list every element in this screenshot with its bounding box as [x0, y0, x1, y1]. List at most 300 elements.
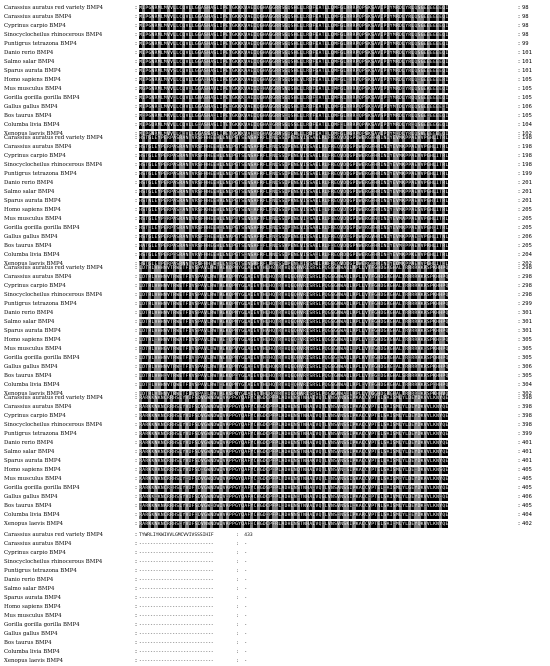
residue: P [321, 374, 325, 379]
residue: I [303, 253, 306, 258]
residue: V [191, 374, 195, 379]
residue: M [392, 96, 396, 101]
residue: E [296, 42, 300, 47]
residue: P [355, 123, 359, 128]
residue: S [204, 60, 207, 65]
position-number: 201 [522, 180, 532, 186]
residue: S [290, 51, 294, 56]
residue: M [392, 105, 396, 110]
residue: G [148, 154, 152, 159]
residue: H [204, 181, 207, 186]
residue: T [145, 244, 149, 249]
residue: C [179, 42, 183, 47]
residue: T [188, 226, 192, 231]
residue: C [361, 405, 365, 410]
residue: P [231, 396, 235, 401]
residue: S [250, 163, 254, 168]
residue: L [191, 15, 195, 20]
residue: E [392, 181, 396, 186]
residue: L [411, 15, 415, 20]
residue: T [145, 284, 149, 289]
residue: R [386, 275, 390, 280]
residue: P [170, 208, 173, 213]
residue: T [439, 154, 443, 159]
residue: Q [272, 311, 275, 316]
residue: L [244, 311, 248, 316]
residue: N [272, 190, 275, 195]
residue: P [170, 154, 173, 159]
residue: I [380, 217, 384, 222]
residue: L [411, 69, 415, 74]
residue: P [408, 172, 412, 177]
residue: S [241, 208, 245, 213]
residue: H [293, 33, 297, 38]
residue: Q [324, 293, 328, 298]
residue: T [188, 208, 192, 213]
residue: S [176, 208, 180, 213]
sequence-segment [139, 346, 448, 353]
residue: R [414, 275, 418, 280]
residue: Q [358, 51, 362, 56]
residue: L [324, 253, 328, 258]
residue: Q [256, 96, 260, 101]
residue: Q [272, 383, 275, 388]
residue: E [290, 145, 294, 150]
residue: L [139, 275, 142, 280]
residue: - [392, 208, 396, 213]
residue: E [426, 78, 430, 83]
residue: V [191, 329, 195, 334]
residue: V [377, 87, 381, 92]
residue: G [204, 396, 207, 401]
residue: R [306, 96, 309, 101]
residue: H [374, 190, 378, 195]
residue: M [399, 172, 402, 177]
residue: V [408, 329, 412, 334]
residue: Q [287, 60, 291, 65]
residue: Q [337, 181, 340, 186]
residue: Q [182, 33, 186, 38]
residue: I [445, 114, 449, 119]
residue: M [139, 60, 142, 65]
residue: I [306, 266, 309, 271]
residue: S [281, 78, 285, 83]
residue: I [142, 15, 146, 20]
residue: S [142, 217, 146, 222]
residue: G [327, 347, 331, 352]
residue: S [241, 136, 245, 141]
residue: R [179, 136, 183, 141]
residue: P [231, 226, 235, 231]
residue: T [439, 253, 443, 258]
residue: P [408, 154, 412, 159]
residue: G [204, 405, 207, 410]
residue: V [377, 33, 381, 38]
residue: P [405, 163, 408, 168]
residue: Q [287, 284, 291, 289]
residue: P [197, 347, 201, 352]
residue: W [358, 172, 362, 177]
residue: E [154, 190, 158, 195]
residue: L [318, 226, 322, 231]
residue: E [439, 33, 443, 38]
residue: T [182, 320, 186, 325]
residue: H [207, 172, 210, 177]
residue: S [281, 217, 285, 222]
residue: M [399, 181, 402, 186]
residue: S [290, 105, 294, 110]
species-name: Puntigrus tetrazona BMP4 [4, 41, 77, 47]
residue: G [337, 329, 340, 334]
residue: L [228, 226, 232, 231]
residue: R [278, 338, 282, 343]
residue: Q [330, 60, 334, 65]
species-name: Gorilla gorilla gorilla BMP4 [4, 95, 80, 101]
residue: L [188, 51, 192, 56]
residue: R [386, 311, 390, 316]
residue: R [210, 320, 214, 325]
residue: Q [442, 60, 446, 65]
residue: L [303, 69, 306, 74]
residue: A [201, 284, 204, 289]
residue: E [361, 163, 365, 168]
residue: E [439, 42, 443, 47]
residue: H [216, 244, 220, 249]
residue: V [185, 114, 189, 119]
residue: H [287, 396, 291, 401]
residue: H [377, 365, 381, 370]
residue: L [160, 33, 164, 38]
separator: : [134, 144, 138, 150]
residue: L [160, 6, 164, 11]
residue: G [374, 320, 378, 325]
residue: R [386, 302, 390, 307]
residue: Q [293, 320, 297, 325]
residue: T [216, 383, 220, 388]
residue: K [235, 96, 238, 101]
residue: H [296, 302, 300, 307]
residue: V [244, 51, 248, 56]
residue: H [284, 374, 288, 379]
residue: L [433, 172, 436, 177]
residue: G [194, 33, 198, 38]
residue: R [139, 396, 142, 401]
residue: H [392, 302, 396, 307]
residue: F [327, 244, 331, 249]
residue: S [309, 181, 313, 186]
residue: N [151, 96, 155, 101]
residue: F [185, 266, 189, 271]
residue: E [429, 51, 433, 56]
residue: E [179, 311, 183, 316]
residue: Q [324, 329, 328, 334]
residue: E [315, 24, 319, 29]
residue: S [278, 253, 282, 258]
residue: G [148, 145, 152, 150]
residue: W [358, 235, 362, 240]
residue: H [207, 208, 210, 213]
residue: G [383, 374, 387, 379]
residue: E [296, 6, 300, 11]
residue: V [191, 383, 195, 388]
residue: I [142, 6, 146, 11]
residue: S [204, 33, 207, 38]
residue: F [191, 396, 195, 401]
residue: S [296, 405, 300, 410]
residue: A [266, 6, 269, 11]
residue: V [191, 181, 195, 186]
residue: S [346, 396, 350, 401]
residue: R [408, 374, 412, 379]
residue: D [142, 347, 146, 352]
residue: P [145, 78, 149, 83]
residue: E [222, 284, 226, 289]
residue: F [185, 275, 189, 280]
residue: Q [445, 275, 449, 280]
residue: S [309, 266, 313, 271]
residue: E [423, 69, 427, 74]
residue: N [247, 181, 251, 186]
residue: V [368, 405, 371, 410]
residue: G [235, 163, 238, 168]
residue: T [228, 123, 232, 128]
residue: P [361, 105, 365, 110]
residue: L [275, 136, 279, 141]
residue: W [213, 311, 217, 316]
separator: : [517, 207, 521, 213]
residue: Q [287, 374, 291, 379]
sequence-segment [139, 292, 448, 299]
residue: I [445, 87, 449, 92]
residue: A [142, 414, 146, 419]
residue: D [188, 302, 192, 307]
residue: E [433, 105, 436, 110]
residue: G [284, 123, 288, 128]
residue: R [349, 123, 353, 128]
residue: L [399, 275, 402, 280]
residue: M [334, 15, 337, 20]
residue: H [269, 293, 272, 298]
residue: V [167, 105, 170, 110]
residue: V [300, 275, 303, 280]
residue: R [154, 51, 158, 56]
residue: W [213, 302, 217, 307]
position-number: 306 [522, 364, 532, 370]
residue: E [250, 87, 254, 92]
position-number: 198 [522, 162, 532, 168]
residue: T [188, 172, 192, 177]
residue: S [330, 293, 334, 298]
residue: N [383, 208, 387, 213]
residue: F [371, 383, 374, 388]
residue: P [442, 374, 446, 379]
residue: Q [414, 60, 418, 65]
residue: S [334, 396, 337, 401]
residue: W [340, 275, 344, 280]
residue: R [278, 6, 282, 11]
residue: H [293, 114, 297, 119]
sequence-segment [139, 104, 448, 111]
residue: L [445, 154, 449, 159]
residue: L [445, 199, 449, 204]
residue: M [139, 114, 142, 119]
residue: K [420, 284, 424, 289]
residue: H [157, 320, 161, 325]
residue: A [411, 136, 415, 141]
residue: K [402, 199, 405, 204]
residue: S [290, 78, 294, 83]
residue: N [225, 154, 229, 159]
residue: I [142, 105, 146, 110]
residue: S [250, 235, 254, 240]
residue: R [405, 347, 408, 352]
residue: L [228, 145, 232, 150]
residue: S [306, 235, 309, 240]
residue: M [334, 69, 337, 74]
sequence-segment [139, 162, 448, 169]
residue: H [157, 374, 161, 379]
residue: S [278, 217, 282, 222]
residue: P [429, 302, 433, 307]
residue: T [281, 365, 285, 370]
residue: A [343, 329, 347, 334]
residue: L [303, 87, 306, 92]
residue: F [371, 199, 374, 204]
separator: : [134, 404, 138, 410]
residue: Q [324, 374, 328, 379]
residue: H [157, 266, 161, 271]
residue: R [414, 374, 418, 379]
residue: I [250, 347, 254, 352]
residue: H [216, 136, 220, 141]
residue: G [334, 293, 337, 298]
residue: T [259, 338, 263, 343]
residue: P [405, 244, 408, 249]
residue: L [327, 60, 331, 65]
residue: H [293, 24, 297, 29]
residue: R [346, 105, 350, 110]
residue: H [262, 284, 266, 289]
residue: E [392, 226, 396, 231]
residue: A [343, 338, 347, 343]
residue: V [420, 172, 424, 177]
residue: N [235, 320, 238, 325]
residue: R [411, 338, 415, 343]
residue: L [324, 15, 328, 20]
residue: C [361, 396, 365, 401]
position-number: 305 [522, 373, 532, 379]
residue: S [306, 163, 309, 168]
residue: N [185, 208, 189, 213]
residue: K [433, 284, 436, 289]
separator: : [134, 95, 138, 101]
residue: H [216, 208, 220, 213]
residue: E [253, 275, 257, 280]
residue: Q [293, 302, 297, 307]
residue: E [426, 123, 430, 128]
residue: L [207, 266, 210, 271]
residue: E [436, 15, 439, 20]
residue: F [327, 226, 331, 231]
residue: P [197, 329, 201, 334]
species-name: Carassius auratus BMP4 [4, 14, 72, 20]
residue: S [278, 190, 282, 195]
residue: R [442, 253, 446, 258]
residue: L [318, 181, 322, 186]
residue: - [259, 87, 263, 92]
residue: - [340, 123, 344, 128]
residue: K [368, 51, 371, 56]
residue: A [374, 24, 378, 29]
residue: S [281, 226, 285, 231]
separator: : [134, 319, 138, 325]
residue: M [163, 123, 167, 128]
residue: I [219, 396, 223, 401]
residue: A [395, 275, 399, 280]
residue: R [312, 338, 316, 343]
residue: L [349, 320, 353, 325]
residue: D [355, 226, 359, 231]
residue: L [318, 320, 322, 325]
residue: F [371, 181, 374, 186]
residue: P [442, 266, 446, 271]
residue: G [259, 6, 263, 11]
residue: W [358, 190, 362, 195]
residue: E [433, 42, 436, 47]
residue: Q [256, 6, 260, 11]
residue: Y [389, 96, 393, 101]
residue: D [188, 266, 192, 271]
residue: K [235, 105, 238, 110]
residue: - [330, 87, 334, 92]
residue: T [259, 356, 263, 361]
residue: L [399, 329, 402, 334]
residue: T [145, 374, 149, 379]
residue: N [272, 136, 275, 141]
residue: W [216, 405, 220, 410]
residue: Q [287, 51, 291, 56]
species-name: Puntigrus tetrazona BMP4 [4, 171, 77, 177]
species-name: Xenopus laevis BMP4 [4, 261, 64, 267]
residue: Q [442, 96, 446, 101]
residue: P [269, 405, 272, 410]
sequence-segment [139, 198, 448, 205]
residue: R [306, 51, 309, 56]
residue: V [284, 244, 288, 249]
residue: P [170, 181, 173, 186]
residue: V [170, 51, 173, 56]
residue: L [275, 244, 279, 249]
residue: T [238, 163, 241, 168]
residue: G [334, 347, 337, 352]
residue: T [259, 293, 263, 298]
residue: L [266, 244, 269, 249]
residue: L [349, 284, 353, 289]
species-name: Cyprinus carpio BMP4 [4, 153, 66, 159]
residue: E [250, 96, 254, 101]
residue: R [148, 329, 152, 334]
residue: - [392, 365, 396, 370]
residue: V [167, 87, 170, 92]
residue: S [204, 42, 207, 47]
residue: E [315, 42, 319, 47]
residue: T [300, 396, 303, 401]
residue: V [204, 275, 207, 280]
residue: Q [272, 275, 275, 280]
residue: R [303, 356, 306, 361]
residue: F [371, 311, 374, 316]
residue: T [275, 275, 279, 280]
